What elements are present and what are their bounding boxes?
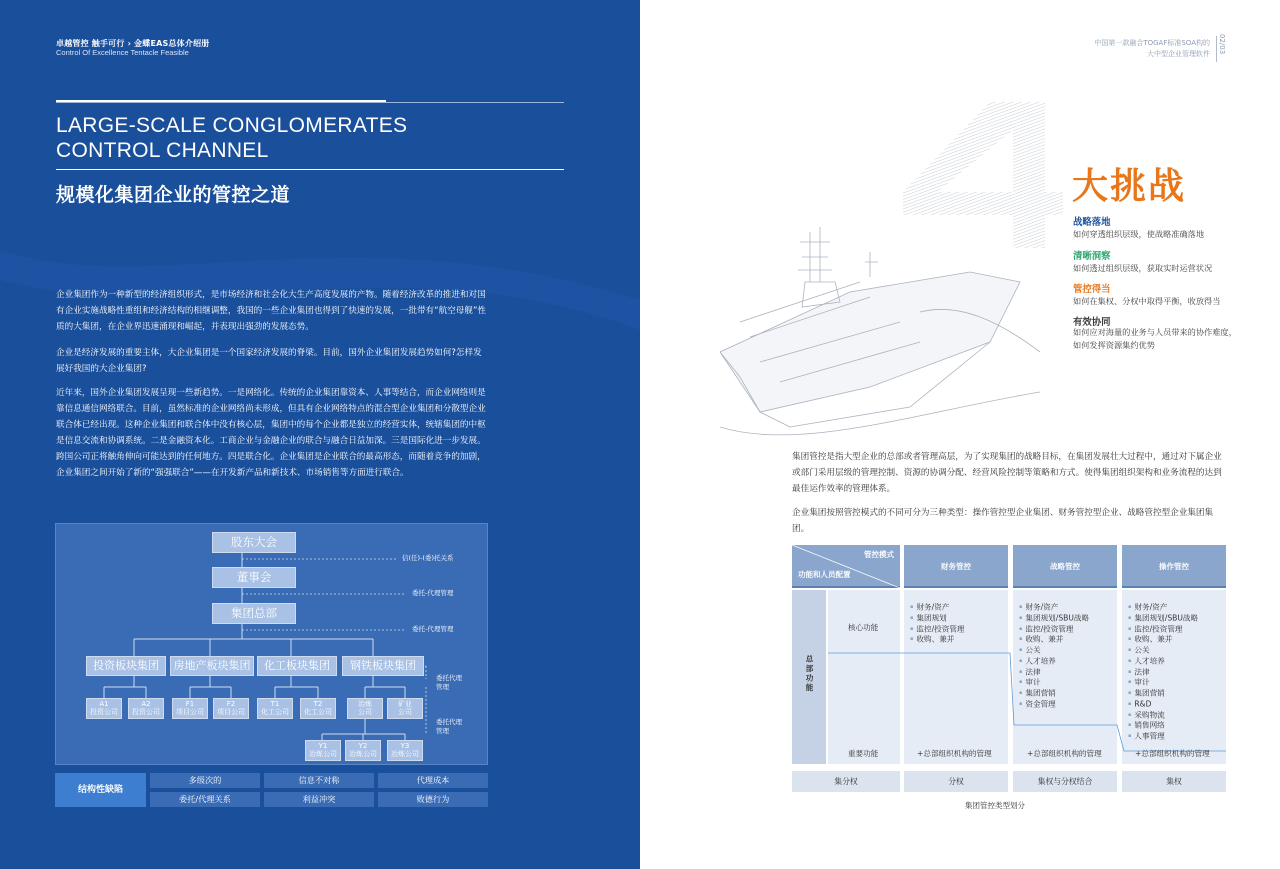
paragraph: 集团管控是指大型企业的总部或者管理高层，为了实现集团的战略目标，在集团发展壮大过程中，通过对下属企业或部门采用层级的管理控制、资源的协调分配、经营风险控制等策略和方式。使得集团组织架构和业务流程的达到最佳运作效率的管理体系。 [792, 452, 1222, 494]
sub-name: 化工公司 [261, 708, 289, 716]
list-item: ▪ 集团营销 [1128, 688, 1198, 699]
title-en-line1: LARGE-SCALE CONGLOMERATES [56, 114, 408, 137]
org-subsidiary [257, 698, 293, 719]
challenge-desc: 如何在集权、分权中取得平衡，收放得当 [1073, 296, 1221, 306]
sub-name: 投资公司 [90, 708, 118, 716]
sub-name: 项目公司 [217, 708, 245, 716]
org-subsidiary [128, 698, 164, 719]
divider-thick [56, 100, 386, 102]
paragraph: 近年来，国外企业集团发展呈现一些新趋势。一是网络化。传统的企业集团靠资本、人事等结合，而企业网络则是靠信息通信网络联合。目前，虽然标准的企业网络尚未形成，但具有企业网络特点的混合型企业集团和分散型企业联合体已经出现。这种企业集团和联合体中没有核心层，集团中的每个企业都是独立的经营实体，统辖集团的中枢是信息交流和协调系统。二是金融资本化。工商企业与金融企业的联合与融合日益加深。三是国际化进一步发展。跨国公司正将触角伸向可能达到的任何地方。四是联合化。企业集团是企业联合的最高形态，而随着竞争的加剧，企业集团之间开始了新的“强强联合”——在开发新产品和新技术、市场销售等方面进行联合。 [56, 388, 486, 478]
title-en-line2: CONTROL CHANNEL [56, 139, 269, 162]
sub-name: 冶炼公司 [309, 750, 337, 758]
list-item: ▪ 财务/资产 [1019, 602, 1089, 613]
challenge-name: 清晰洞察 [1073, 251, 1111, 262]
corner-bottom: 功能和人员配置 [798, 570, 851, 579]
foot-cell: 分权 [904, 771, 1008, 792]
strategy-bottom: +总部组织机构的管理 [1027, 749, 1102, 758]
org-label-trust: 信(任)-(委)托关系 [402, 554, 454, 562]
header-right-line2: 大中型企业管理软件 [1147, 50, 1210, 58]
org-subsidiary [347, 698, 383, 719]
list-item: ▪ 收购、兼并 [910, 634, 965, 645]
defect-cell: 委托/代理关系 [150, 792, 260, 807]
sub-name: 化工公司 [304, 708, 332, 716]
divider [56, 102, 564, 103]
list-item: ▪ 集团营销 [1019, 688, 1089, 699]
sub-code: Y1 [318, 742, 328, 750]
org-shareholders: 股东大会 [212, 532, 296, 553]
carrier-illustration [720, 212, 1040, 452]
list-item: ▪ 集团规划 [910, 613, 965, 624]
org-subsidiary [86, 698, 122, 719]
list-item: ▪ 审计 [1019, 677, 1089, 688]
structural-defects-table [55, 773, 488, 807]
org-board: 董事会 [212, 567, 296, 588]
list-item: ▪ 监控/投资管理 [1128, 624, 1198, 635]
title-en [56, 113, 407, 163]
list-item: ▪ 集团规划/SBU战略 [1128, 613, 1198, 624]
challenge-name: 战略落地 [1073, 217, 1111, 228]
sub-code: F2 [226, 700, 236, 708]
challenge-desc: 如何应对海量的业务与人员带来的协作难度，如何发挥资源集约优势 [1073, 327, 1237, 350]
sub-code: A2 [141, 700, 151, 708]
divider [1216, 36, 1217, 62]
header-right [1094, 38, 1210, 60]
challenge-desc: 如何透过组织层级，获取实时运营状况 [1073, 263, 1213, 273]
header-en: Control Of Excellence Tentacle Feasible [56, 48, 189, 57]
sub-name: 冶炼公司 [391, 750, 419, 758]
list-item: ▪ 收购、兼并 [1019, 634, 1089, 645]
org-sector: 房地产板块集团 [170, 656, 254, 676]
col-header: 操作管控 [1122, 545, 1226, 588]
org-chart [55, 523, 488, 765]
challenge-title: 大挑战 [1072, 166, 1187, 207]
operation-list [1128, 602, 1198, 742]
sub-code: Y3 [400, 742, 410, 750]
sub-code: Y2 [358, 742, 368, 750]
list-item: ▪ 财务/资产 [910, 602, 965, 613]
list-item: ▪ 法律 [1128, 667, 1198, 678]
defect-cell: 信息不对称 [264, 773, 374, 788]
control-mode-table [792, 545, 1226, 793]
defects-head: 结构性缺陷 [55, 773, 146, 807]
paragraph: 企业集团按照管控模式的不同可分为三种类型：操作管控型企业集团、财务管控型企业、战略管控型企业集团集团。 [792, 508, 1214, 534]
org-label-agency: 委托代理管理 [436, 718, 462, 735]
list-item: ▪ 公关 [1128, 645, 1198, 656]
list-item: ▪ 集团规划/SBU战略 [1019, 613, 1089, 624]
col-header: 财务管控 [904, 545, 1008, 588]
challenge-name: 管控得当 [1073, 284, 1111, 295]
right-page [640, 0, 1280, 869]
col-header: 战略管控 [1013, 545, 1117, 588]
org-sector: 化工板块集团 [257, 656, 337, 676]
org-hq: 集团总部 [212, 603, 296, 624]
org-subsidiary [213, 698, 249, 719]
sub-name: 投资公司 [132, 708, 160, 716]
challenge-desc: 如何穿透组织层级，使战略准确落地 [1073, 229, 1205, 239]
sub-code: A1 [99, 700, 109, 708]
org-label-agency: 委托代理管理 [436, 674, 462, 691]
org-subsidiary [345, 740, 381, 761]
defect-cell: 代理成本 [378, 773, 488, 788]
table-caption: 集团管控类型划分 [965, 801, 1025, 810]
challenge-name: 有效协同 [1073, 317, 1111, 328]
list-item: ▪ 法律 [1019, 667, 1089, 678]
side-label: 总部功能 [805, 655, 814, 693]
divider [56, 169, 564, 170]
sub-name: 公司 [398, 708, 412, 716]
sub-name: 公司 [358, 708, 372, 716]
list-item: ▪ 监控/投资管理 [910, 624, 965, 635]
sub-code: F1 [185, 700, 195, 708]
paragraph: 企业是经济发展的重要主体，大企业集团是一个国家经济发展的脊梁。目前，国外企业集团发展趋势如何?怎样发展好我国的大企业集团? [56, 348, 482, 374]
org-subsidiary [305, 740, 341, 761]
corner-top: 管控模式 [864, 550, 894, 559]
org-subsidiary [387, 740, 423, 761]
defect-cell: 利益冲突 [264, 792, 374, 807]
list-item: ▪ 审计 [1128, 677, 1198, 688]
org-sector: 钢铁板块集团 [342, 656, 424, 676]
finance-bottom: +总部组织机构的管理 [917, 749, 992, 758]
org-sector: 投资板块集团 [86, 656, 166, 676]
sub-code: 矿业 [398, 700, 412, 708]
list-item: ▪ 收购、兼并 [1128, 634, 1198, 645]
row-label-core: 核心功能 [848, 623, 879, 632]
defect-cell: 多级次的 [150, 773, 260, 788]
foot-cell: 集权与分权结合 [1013, 771, 1117, 792]
org-subsidiary [172, 698, 208, 719]
title-cn: 规模化集团企业的管控之道 [56, 184, 291, 206]
org-label-agency: 委托-代理管理 [412, 589, 454, 597]
sub-code: T1 [270, 700, 280, 708]
sub-code: T2 [313, 700, 323, 708]
foot-cell: 集分权 [792, 771, 900, 792]
list-item: ▪ R&D [1128, 699, 1198, 710]
page-number: 02/03 [1218, 34, 1226, 55]
header-right-line1: 中国第一款融合TOGAF标准SOA构的 [1094, 39, 1210, 47]
strategy-list [1019, 602, 1089, 710]
sub-name: 项目公司 [176, 708, 204, 716]
operation-bottom: +总部组织机构的管理 [1135, 749, 1210, 758]
list-item: ▪ 监控/投资管理 [1019, 624, 1089, 635]
list-item: ▪ 人才培养 [1128, 656, 1198, 667]
list-item: ▪ 公关 [1019, 645, 1089, 656]
list-item: ▪ 财务/资产 [1128, 602, 1198, 613]
foot-cell: 集权 [1122, 771, 1226, 792]
paragraph: 企业集团作为一种新型的经济组织形式，是市场经济和社会化大生产高度发展的产物。随着经济改革的推进和对国有企业实施战略性重组和经济结构的相继调整，我国的一些企业集团也得到了快速的发展，一批带有“航空母舰”性质的大集团，在企业界迅速涌现和崛起，并表现出强劲的发展态势。 [56, 290, 487, 332]
org-subsidiary [387, 698, 423, 719]
list-item: ▪ 销售网络 [1128, 720, 1198, 731]
list-item: ▪ 采购物流 [1128, 710, 1198, 721]
row-label-main: 重要功能 [848, 749, 879, 758]
org-label-agency: 委托-代理管理 [412, 625, 454, 633]
org-subsidiary [300, 698, 336, 719]
list-item: ▪ 资金管理 [1019, 699, 1089, 710]
list-item: ▪ 人事管理 [1128, 731, 1198, 742]
sub-name: 冶炼公司 [349, 750, 377, 758]
finance-list [910, 602, 965, 645]
list-item: ▪ 人才培养 [1019, 656, 1089, 667]
header-cn: 卓越管控 触手可行 › 金蝶EAS总体介绍册 [56, 39, 210, 48]
sub-code: 冶炼 [358, 700, 372, 708]
defect-cell: 败德行为 [378, 792, 488, 807]
